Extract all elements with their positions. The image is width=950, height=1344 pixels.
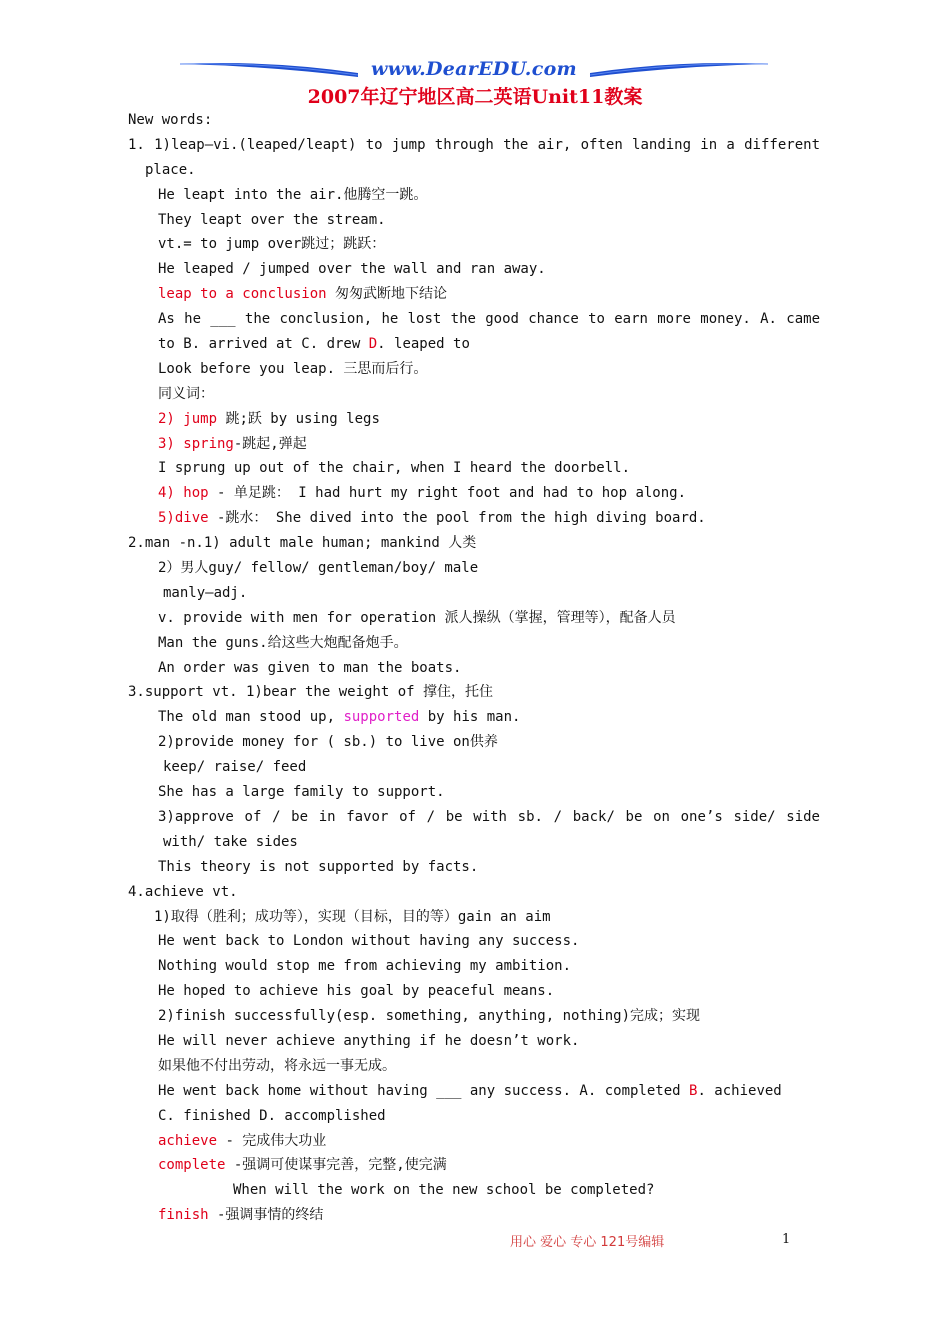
text-span: -强调事情的终结 (208, 1207, 324, 1224)
highlight-term: 5)dive (158, 510, 209, 527)
highlight-term: complete (158, 1157, 226, 1174)
text-line (128, 332, 820, 357)
site-name: www.DearEDU.com (371, 58, 577, 80)
text-line: He leapt into the air.他腾空一跳。 (158, 186, 428, 203)
document-title: 2007年辽宁地区高二英语Unit11教案 (307, 86, 643, 108)
text-line: 2）男人guy/ fellow/ gentleman/boy/ male (158, 560, 479, 577)
text-line: This theory is not supported by facts. (158, 858, 479, 875)
text-line (128, 282, 820, 307)
text-line: When will the work on the new school be completed? (233, 1182, 655, 1199)
text-line: with/ take sides (163, 833, 298, 850)
text-line: He hoped to achieve his goal by peaceful means. (158, 983, 555, 1000)
document-body (128, 108, 820, 1228)
highlight-term: 4) hop (158, 485, 209, 502)
text-line: 2)finish successfully(esp. something, anything, nothing)完成；实现 (158, 1008, 701, 1025)
text-line: Man the guns.给这些大炮配备炮手。 (158, 634, 408, 651)
text-line: New words: (128, 112, 213, 128)
text-line: They leapt over the stream. (158, 211, 386, 228)
text-line: v. provide with men for operation 派人操纵（掌握，管理等），配备人员 (158, 609, 676, 626)
highlight-term: finish (158, 1207, 209, 1224)
text-line: place. (145, 161, 196, 178)
text-span: - 单足跳： I had hurt my right foot and had to hop along. (208, 485, 687, 502)
text-span: to B. arrived at C. drew (158, 336, 369, 353)
answer-letter: B (689, 1082, 698, 1099)
text-line (128, 705, 820, 730)
page-footer: 用心 爱心 专心 121号编辑 (510, 1235, 665, 1250)
text-line (128, 1153, 820, 1178)
text-span: The old man stood up, (158, 709, 344, 726)
highlight-term: leap to a conclusion (158, 286, 327, 303)
text-span: -跳水： She dived into the pool from the high diving board. (208, 510, 706, 527)
text-line: 3.support vt. 1)bear the weight of 撑住，托住 (128, 684, 494, 701)
page-number: 1 (782, 1232, 791, 1247)
text-span: - 完成伟大功业 (217, 1132, 327, 1149)
text-line: Look before you leap. 三思而后行。 (158, 360, 428, 377)
text-span: by his man. (419, 709, 521, 726)
highlight-term: 2) jump (158, 410, 218, 427)
text-line (128, 1203, 820, 1228)
text-line: 如果他不付出劳动，将永远一事无成。 (158, 1057, 396, 1074)
text-span: . achieved (697, 1082, 782, 1099)
text-span: 匆匆武断地下结论 (326, 286, 448, 303)
text-span: -强调可使谋事完善，完整,使完满 (225, 1157, 447, 1174)
text-line (128, 432, 820, 457)
text-line: keep/ raise/ feed (163, 759, 307, 776)
text-line: manly—adj. (163, 584, 248, 601)
highlight-term: achieve (158, 1132, 218, 1149)
text-line: I sprung up out of the chair, when I heard the doorbell. (158, 460, 631, 477)
text-line: An order was given to man the boats. (158, 659, 462, 676)
answer-letter: D (368, 336, 378, 353)
text-line (128, 481, 820, 506)
text-line: She has a large family to support. (158, 784, 445, 801)
text-line: C. finished D. accomplished (158, 1107, 386, 1124)
text-line: 1. 1)leap—vi.(leaped/leapt) to jump through the air, often landing in a different (128, 136, 820, 153)
text-line: Nothing would stop me from achieving my ambition. (158, 958, 572, 975)
text-line (128, 407, 820, 432)
text-line: He went back to London without having any success. (158, 933, 580, 950)
text-line (128, 1129, 820, 1154)
text-line: 3)approve of / be in favor of / be with sb. / back/ be on one’s side/ side (158, 808, 820, 825)
text-line: 4.achieve vt. (128, 883, 238, 900)
text-line: vt.= to jump over跳过；跳跃： (158, 236, 386, 253)
text-line: 2)provide money for ( sb.) to live on供养 (158, 734, 498, 751)
text-line: He will never achieve anything if he doesn’t work. (158, 1032, 580, 1049)
text-line: 同义词： (158, 385, 214, 402)
text-line: As he ___ the conclusion, he lost the good chance to earn more money. A. came (158, 311, 820, 328)
text-span: . leaped to (377, 336, 470, 353)
highlight-term: supported (343, 709, 420, 726)
text-span: 跳;跃 by using legs (217, 410, 380, 427)
text-line (128, 506, 820, 531)
text-line: He leaped / jumped over the wall and ran away. (158, 261, 546, 278)
text-span: -跳起,弹起 (233, 435, 307, 452)
highlight-term: 3) spring (158, 435, 234, 452)
text-line: 2.man -n.1) adult male human; mankind 人类 (128, 535, 477, 552)
text-span: He went back home without having ___ any success. A. completed (158, 1082, 690, 1099)
text-line: 1)取得（胜利；成功等），实现（目标，目的等）gain an aim (154, 908, 551, 925)
text-line (128, 1079, 820, 1104)
